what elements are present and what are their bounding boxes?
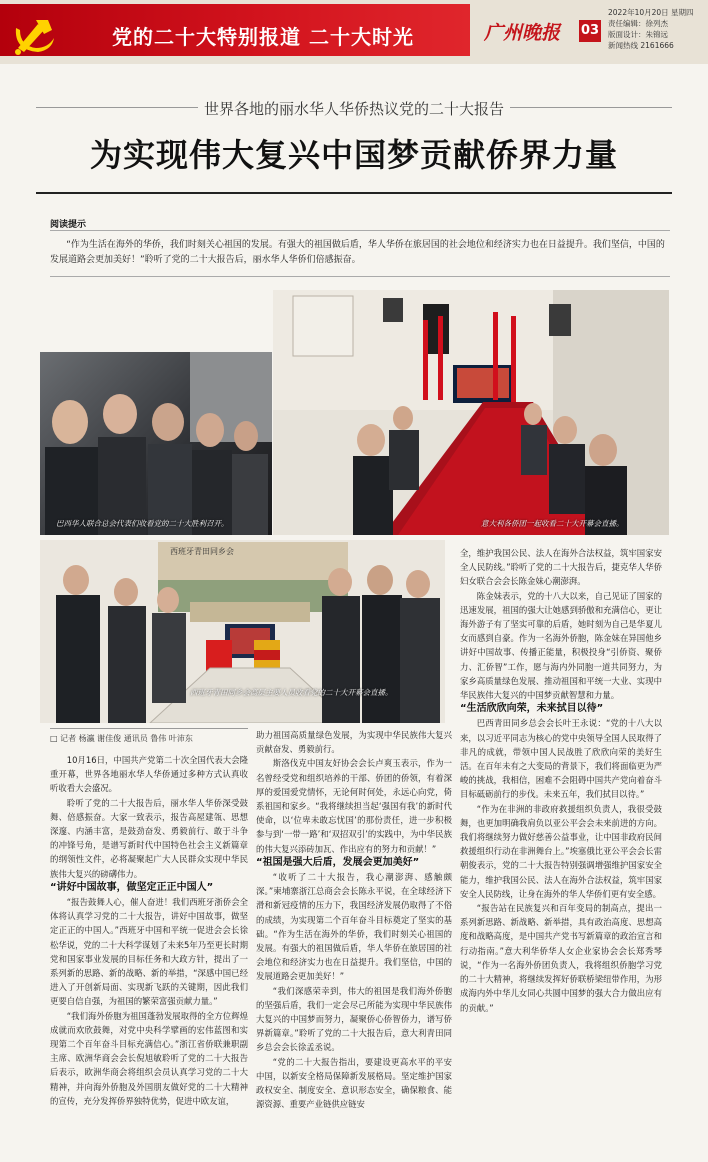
byline-rule [50,728,248,729]
reading-tip-title: 阅读提示 [50,220,87,230]
designer-line: 版面设计：朱锦远 [608,30,668,39]
red-banner [0,4,470,56]
paragraph: “作为在非洲的非政府救援组织负责人，我很受鼓舞，也更加明确我肩负以亚公平会会未来前进的方向。我们将继续努力做好慈善公益事业，让中国非政府民间救援组织行动在非洲舞台上。”埃塞俄比亚公平会会长雷朝俊表示，党的二十大报告特别强调增强维护国家安全能力，维护我国公民、法人在海外合法权益，筑牢国家安全人民防线，让身在海外的华人华侨们更有安全感。 [460,803,662,899]
issue-meta [608,7,694,51]
page-number: 03 [579,20,601,42]
photo-brazil-caption: 巴西华人联合总会代表们收看党的二十大胜利召开。 [56,519,229,528]
article-column-2 [256,728,452,1158]
photo-spain-association [40,540,445,723]
headline: 为实现伟大复兴中国梦贡献侨界力量 [89,136,618,174]
section-heading: “祖国是强大后盾，发展会更加美好” [256,856,420,868]
tip-rule-bottom [50,276,670,277]
photo-italy-caption: 意大利各侨团一起收看二十大开幕会直播。 [481,519,624,528]
paragraph: “党的二十大报告指出，要建设更高水平的平安中国，以新安全格局保障新发展格局。坚定维护国家政权安全、制度安全、意识形态安全，确保粮食、能源资源、重要产业链供应链安 [256,1056,452,1110]
section-heading: “讲好中国故事，做坚定正正中国人” [50,881,214,893]
paragraph: 10月16日，中国共产党第二十次全国代表大会隆重开幕，世界各地丽水华人华侨通过多种方式认真收听收看大会盛况。 [50,755,248,794]
paragraph: “报告站在民族复兴和百年变局的制高点，提出一系列新思路、新战略、新举措，具有政治高度、思想高度和战略高度，是中国共产党书写新篇章的政治宣言和行动指南。”意大利华侨华人女企业家协会会长郑秀琴说，“作为一名海外侨团负责人，我将组织侨胞学习党的二十大精神，将继续发挥好侨联桥梁纽带作用，为形成海内外中华儿女同心共圆中国梦的强大合力做出应有的贡献。” [460,903,662,1013]
tip-rule-top [50,230,670,231]
paper-name: 广州晚报 [484,22,561,44]
photo-brazil-group [40,352,272,535]
paragraph: 聆听了党的二十大报告后，丽水华人华侨深受鼓舞、倍感振奋。大家一致表示，报告高屋建瓴、思想深邃、内涵丰富，是鼓劲奋发、勇毅前行、敢于斗争的冲锋号角，是谱写新时代中国特色社会主义新篇章的纲领性文件，必将凝聚起广大人民群众实现中华民族伟大复兴的磅礴伟力。 [50,797,248,879]
photo-spain-caption: 西班牙青田同乡会高层主要人员收看党的二十大开幕会直播。 [190,688,393,697]
section-heading: “生活欣欣向荣，未来拭目以待” [460,703,604,715]
issue-date: 2022年10月20日 星期四 [608,8,694,17]
paragraph: 巴西青田同乡总会会长叶王永说：“党的十八大以来，以习近平同志为核心的党中央领导全国人民取得了非凡的成就，带领中国人民战胜了欣欣向荣的美好生活。在百年未有之大变局的背景下，我们将面临更为严峻的挑战，我相信，困难不会阻碍中国共产党向着奋斗目标砥砺前行的步伐。未来五年，我们拭目以待。” [460,718,662,800]
banner-title: 党的二十大特别报道 二十大时光 [112,25,414,49]
party-emblem-icon [8,10,58,58]
hotline-line: 新闻热线 2161666 [608,41,674,50]
paragraph: “我们深感荣幸到，伟大的祖国是我们海外侨胞的坚强后盾，我们一定会尽己所能为实现中华民族伟大复兴的中国梦而努力，凝聚侨心侨智侨力，谱写侨界新篇章。”聆听了党的二十大报告后，意大利青田同乡总会会长徐孟丞说。 [256,985,452,1053]
editor-line: 责任编辑：徐列杰 [608,19,668,28]
paragraph: 助力祖国高质量绿色发展，为实现中华民族伟大复兴贡献奋发、勇毅前行。 [256,730,452,755]
article-column-1 [50,753,248,1158]
subheadline [0,98,708,119]
paragraph: 斯洛伐克中国友好协会会长卢爽玉表示，作为一名曾经受党和组织培养的干部、侨团的侨领，有着深厚的爱国爱党情怀，无论何时何处，永远心向党，倚系祖国和家乡。“我将继续担当起‘强国有我’的新时代使命，以‘位卑未敢忘忧国’的那份责任，进一步积极参与到‘一带一路’和‘双招双引’的实践中，为中华民族的伟大复兴添砖加瓦、作出应有的努力和贡献！” [256,758,452,854]
masthead [0,0,708,64]
paragraph: 陈金妹表示，党的十八大以来，自己见证了国家的迅速发展，祖国的强大让她感到骄傲和充满信心，更让海外游子有了坚实可靠的后盾，她时刻为自己是华夏儿女而感到自豪。作为一名海外侨胞，陈金妹在异国他乡讲好中国故事、传播正能量，积极投身“引侨资、聚侨力、汇侨智”工作，愿与海内外同胞一道共同努力，为家乡高质量绿色发展、推动祖国和平统一大业、实现中华民族伟大复兴的中国梦贡献智慧和力量。 [460,590,662,701]
byline: □ 记者 杨瀛 谢佳俊 通讯员 鲁伟 叶沛东 [50,734,193,743]
photo-spain-sign: 西班牙青田同乡会 [170,547,234,556]
paragraph: “我们海外侨胞为祖国蓬勃发展取得的全方位辉煌成就而欢欣鼓舞，对党中央科学擘画的宏伟蓝图和实现第二个百年奋斗目标充满信心。”浙江省侨联兼职副主席、欧洲华商会会长倪旭敏聆听了党的二十大报告后表示，欧洲华商会将组织会员认真学习党的二十大精神，并向海外侨胞及外国朋友做好党的二十大精神的宣传，充分发挥侨界独特优势，促进中欧友谊， [50,1010,248,1106]
photo-italy-illustration [273,290,669,535]
subheadline-text: 世界各地的丽水华人华侨热议党的二十大报告 [198,100,510,118]
paragraph: 全，维护我国公民、法人在海外合法权益，筑牢国家安全人民防线。”聆听了党的二十大报告后，捷克华人华侨妇女联合会会长陈金妹心潮澎湃。 [460,548,662,587]
headline-rule [36,192,672,194]
paragraph: “报告鼓舞人心，催人奋进！我们西班牙浙侨会全体将认真学习党的二十大报告，讲好中国故事，做坚定正正的中国人。”西班牙中国和平统一促进会会长徐松华说，党的二十大科学谋划了未来5年乃至更长时期党和国家事业发展的目标任务和大政方针，提出了一系列新的思路、新的战略、新的举措，“深感中国已经进入了开创新局面、实现新飞跃的关键期，因此我们更要自信自强，为祖国的繁荣富强贡献力量。” [50,897,248,1007]
paragraph: “收听了二十大报告，我心潮澎湃、感触颇深。”柬埔寨浙江总商会会长陈永平说，在全球经济下滑和新冠疫情的压力下，我国经济发展仍取得了不俗的成绩，为实现第二个百年奋斗目标奠定了坚实的基础。“作为生活在海外的华侨，我们时刻关心祖国的发展。有强大的祖国做后盾，华人华侨在旅居国的社会地位和经济实力也在日益提升。我们坚信，中国的发展道路会更加美好！” [256,872,452,982]
article-column-3 [460,546,662,1158]
photo-italy-meeting [273,290,669,535]
photo-brazil-illustration [40,352,272,535]
reading-tip-body: “作为生活在海外的华侨，我们时刻关心祖国的发展。有强大的祖国做后盾，华人华侨在旅居国的社会地位和经济实力也在日益提升。我们坚信，中国的发展道路会更加美好！”聆听了党的二十大报告后，丽水华人华侨们倍感振奋。 [50,240,665,265]
